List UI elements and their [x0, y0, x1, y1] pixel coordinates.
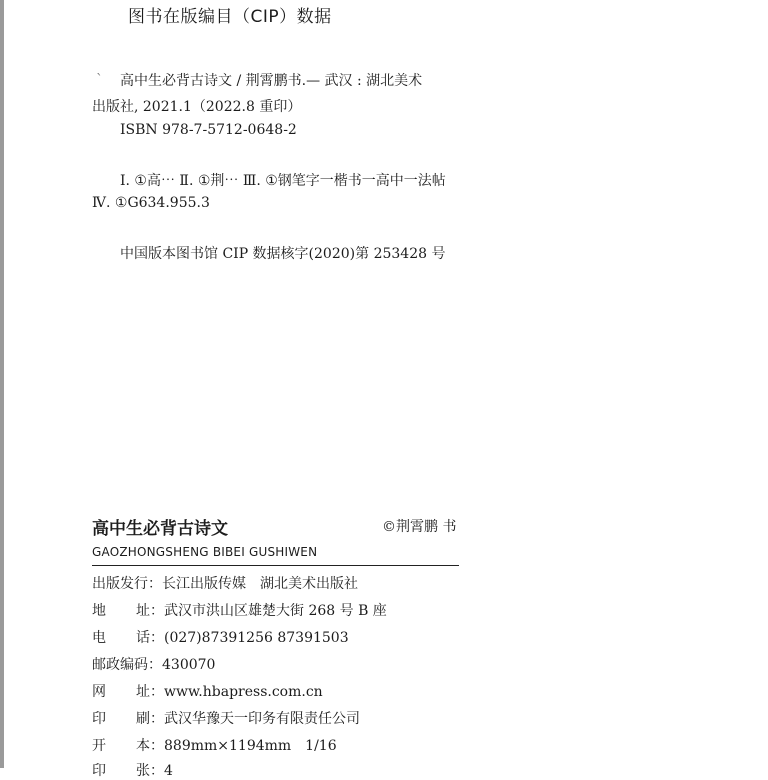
cip-heading: 图书在版编目（CIP）数据 [128, 7, 332, 27]
address-value: 武汉市洪山区雄楚大街 268 号 B 座 [164, 603, 387, 619]
website-value: www.hbapress.com.cn [164, 684, 323, 700]
sheets-value: 4 [164, 763, 173, 779]
address-label: 地址 [92, 603, 150, 619]
title-divider [92, 565, 459, 566]
book-title-pinyin: GAOZHONGSHENG BIBEI GUSHIWEN [92, 545, 318, 559]
postcode-value: 430070 [162, 657, 216, 673]
book-title: 高中生必背古诗文 [92, 519, 228, 539]
cip-core-number: 中国版本图书馆 CIP 数据核字(2020)第 253428 号 [120, 246, 446, 262]
author-credit: ©荆霄鹏 书 [382, 519, 457, 535]
website-row: 网址：www.hbapress.com.cn [92, 681, 323, 701]
postcode-row: 邮政编码：430070 [92, 654, 215, 674]
page-edge [0, 0, 4, 768]
cip-isbn: ISBN 978-7-5712-0648-2 [120, 122, 297, 138]
format-value: 889mm×1194mm 1/16 [164, 738, 337, 754]
phone-value: (027)87391256 87391503 [164, 630, 349, 646]
cip-line-2: 出版社, 2021.1（2022.8 重印） [92, 99, 302, 115]
cip-line-1: 高中生必背古诗文 / 荆霄鹏书.— 武汉 : 湖北美术 [120, 73, 423, 89]
address-row: 地址：武汉市洪山区雄楚大街 268 号 B 座 [92, 600, 387, 620]
cip-classification-1: Ⅰ. ①高⋯ Ⅱ. ①荆⋯ Ⅲ. ①钢笔字一楷书一高中一法帖 [120, 173, 446, 189]
printer-label: 印刷 [92, 711, 150, 727]
cip-classification-2: Ⅳ. ①G634.955.3 [92, 195, 210, 211]
printer-row: 印刷：武汉华豫天一印务有限责任公司 [92, 708, 360, 728]
format-row: 开本：889mm×1194mm 1/16 [92, 735, 337, 755]
phone-row: 电话：(027)87391256 87391503 [92, 627, 349, 647]
format-label: 开本 [92, 738, 150, 754]
publisher-row: 出版发行：长江出版传媒 湖北美术出版社 [92, 573, 358, 593]
publisher-value: 长江出版传媒 湖北美术出版社 [162, 576, 358, 592]
printer-value: 武汉华豫天一印务有限责任公司 [164, 711, 360, 727]
website-label: 网址 [92, 684, 150, 700]
sheets-row: 印张：4 [92, 760, 173, 780]
postcode-label: 邮政编码 [92, 657, 148, 673]
publisher-label: 出版发行 [92, 576, 148, 592]
sheets-label: 印张 [92, 763, 150, 779]
paragraph-mark: ˋ [96, 72, 103, 88]
phone-label: 电话 [92, 630, 150, 646]
